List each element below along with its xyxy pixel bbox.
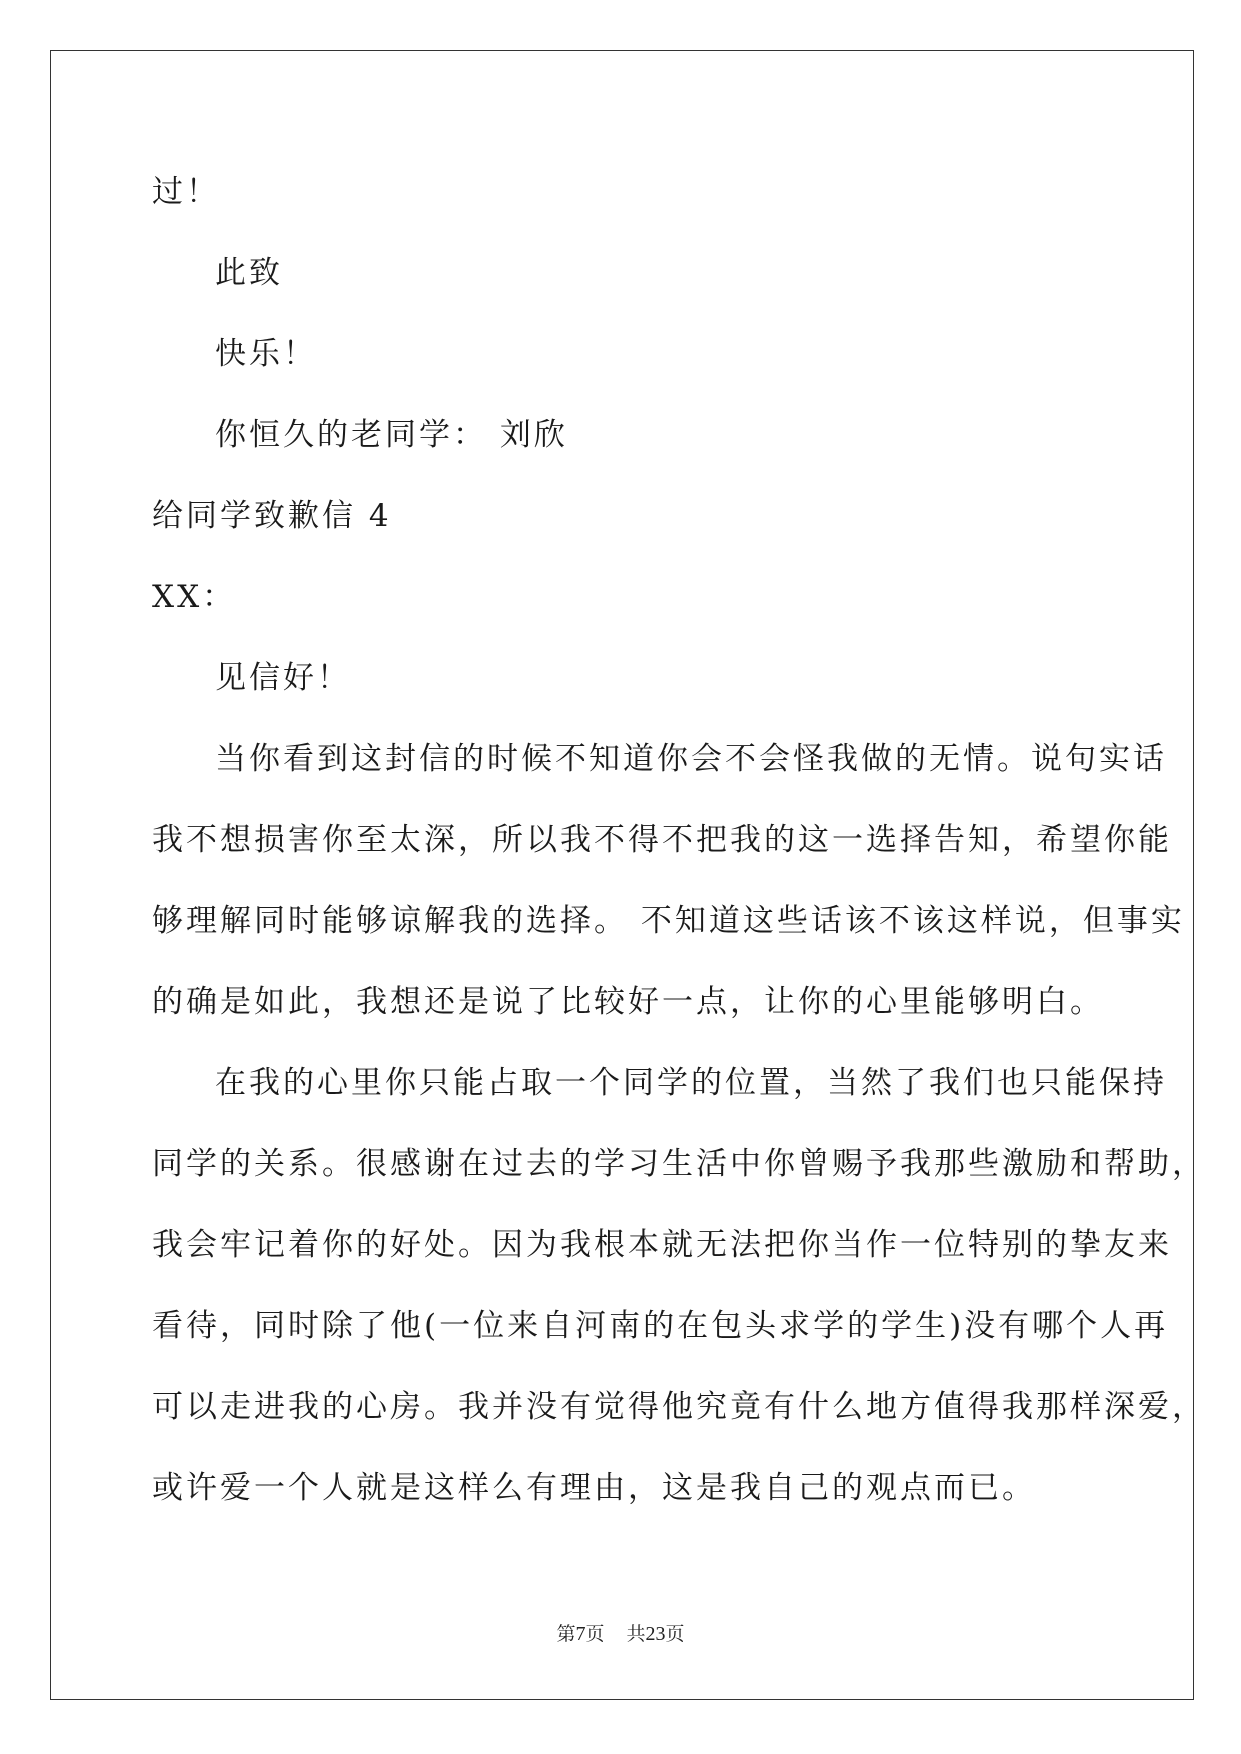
letter-heading: 给同学致歉信 4	[152, 498, 392, 534]
text-line: 过！	[152, 174, 220, 210]
paragraph-line: 当你看到这封信的时候不知道你会不会怪我做的无情。说句实话	[215, 741, 1167, 777]
paragraph-line: 我会牢记着你的好处。因为我根本就无法把你当作一位特别的挚友来	[152, 1227, 1172, 1263]
text-line: 此致	[215, 255, 283, 291]
page-footer	[0, 1624, 1241, 1644]
footer-total-suffix: 页	[665, 1624, 685, 1645]
footer-page-suffix: 页	[585, 1624, 605, 1645]
paragraph-line: 够理解同时能够谅解我的选择。 不知道这些话该不该这样说，但事实	[152, 903, 1185, 939]
total-page-count: 23	[645, 1623, 666, 1645]
signature-line: 你恒久的老同学： 刘欣	[215, 417, 568, 453]
text-line: 快乐！	[215, 336, 317, 372]
paragraph-line: 可以走进我的心房。我并没有觉得他究竟有什么地方值得我那样深爱，	[152, 1389, 1206, 1425]
paragraph-line: 我不想损害你至太深，所以我不得不把我的这一选择告知，希望你能	[152, 822, 1172, 858]
paragraph-line: 或许爱一个人就是这样么有理由，这是我自己的观点而已。	[152, 1470, 1036, 1506]
greeting: 见信好！	[215, 660, 351, 696]
current-page-number: 7	[575, 1623, 586, 1645]
page-border	[50, 50, 1194, 1700]
salutation: XX：	[152, 579, 237, 615]
footer-prefix: 第	[556, 1624, 576, 1645]
paragraph-line: 看待，同时除了他(一位来自河南的在包头求学的学生)没有哪个人再	[152, 1308, 1169, 1344]
footer-total-prefix: 共	[626, 1624, 646, 1645]
paragraph-line: 同学的关系。很感谢在过去的学习生活中你曾赐予我那些激励和帮助，	[152, 1146, 1206, 1182]
paragraph-line: 在我的心里你只能占取一个同学的位置，当然了我们也只能保持	[215, 1065, 1167, 1101]
paragraph-line: 的确是如此，我想还是说了比较好一点，让你的心里能够明白。	[152, 984, 1104, 1020]
